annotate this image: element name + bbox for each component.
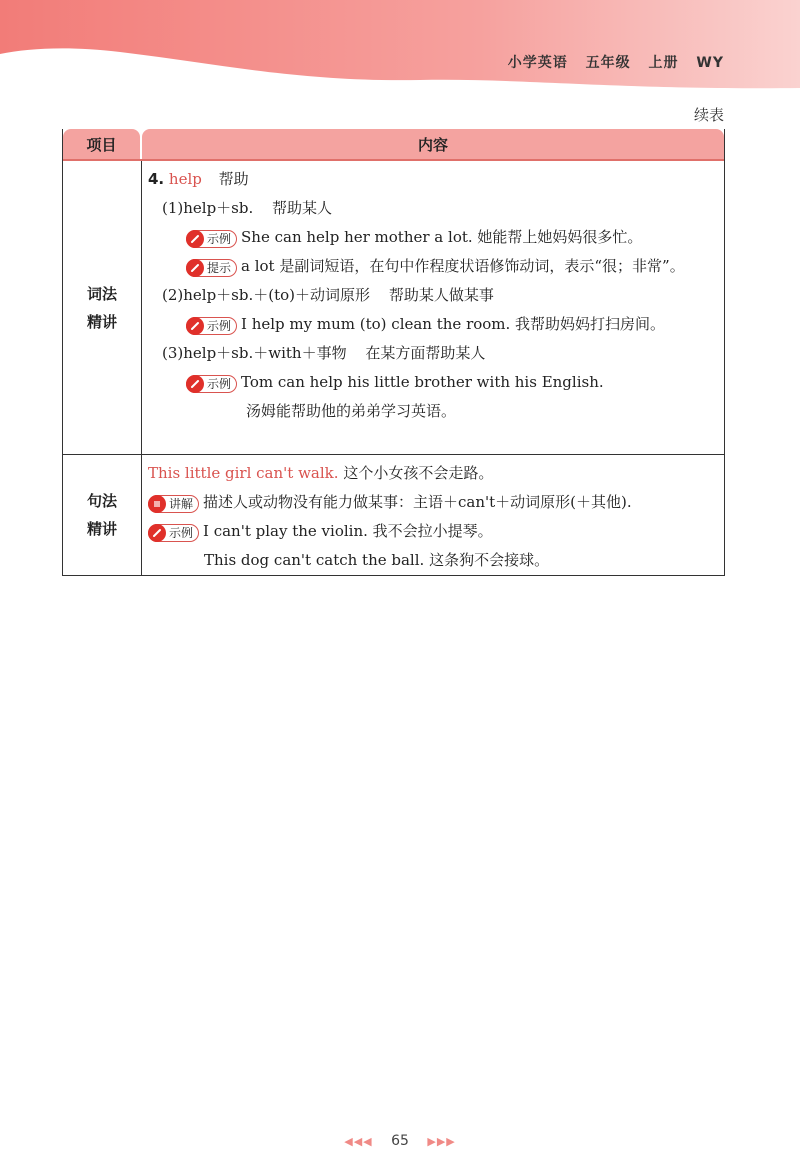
syntax-example-1: [148, 517, 718, 546]
item-number: 4.: [148, 170, 165, 188]
explain-tag-label: 讲解: [169, 496, 194, 511]
header-meta: [496, 52, 724, 72]
continued-label: 续表: [693, 106, 724, 124]
table-header: [63, 129, 724, 159]
example-tag: [148, 524, 199, 542]
syntax-example-2: This dog can't catch the ball. 这条狗不会接球。: [204, 551, 550, 569]
row-label-line: 精讲: [86, 520, 117, 538]
row-label-line: 精讲: [86, 312, 117, 331]
usage-3-pattern: (3)help＋sb.＋with＋事物: [162, 344, 347, 362]
row-label-syntax: [63, 455, 142, 575]
item-meaning: 帮助: [218, 170, 249, 188]
example-tag-label: 示例: [207, 231, 232, 246]
tip-1: [148, 252, 718, 281]
example-3-english: Tom can help his little brother with his English.: [241, 373, 604, 391]
key-sentence: [148, 459, 718, 488]
page-footer: [0, 1133, 800, 1149]
usage-1: [148, 194, 718, 223]
header-term: 上册: [648, 55, 679, 71]
explain-tag: [148, 495, 199, 513]
header-grade: 五年级: [585, 55, 631, 71]
next-arrows-icon: ▶▶▶: [427, 1135, 456, 1148]
example-1: [148, 223, 718, 252]
list-icon: [148, 495, 166, 513]
example-2: [148, 310, 718, 339]
page-number: 65: [391, 1133, 409, 1149]
col-header-item: 项目: [63, 129, 140, 159]
explain-line: [148, 488, 718, 517]
table-row-syntax: [63, 454, 724, 575]
example-2-text: I help my mum (to) clean the room. 我帮助妈妈打扫房间。: [241, 315, 666, 333]
pencil-icon: [186, 259, 204, 277]
example-3: [148, 368, 718, 397]
pencil-icon: [186, 375, 204, 393]
row-content-syntax: [142, 455, 724, 575]
row-label-line: 句法: [86, 492, 117, 510]
example-tag-label: 示例: [207, 318, 232, 333]
content-table: [62, 129, 725, 576]
item-heading: [148, 165, 718, 194]
tip-1-text: a lot 是副词短语，在句中作程度状语修饰动词，表示“很；非常”。: [241, 257, 685, 275]
usage-2-pattern: (2)help＋sb.＋(to)＋动词原形: [162, 286, 371, 304]
tip-tag: [186, 259, 237, 277]
example-tag: [186, 230, 237, 248]
example-3-translation: 汤姆能帮助他的弟弟学习英语。: [246, 402, 457, 420]
header-banner: [0, 0, 800, 100]
example-tag-label: 示例: [207, 376, 232, 391]
key-sentence-chinese: 这个小女孩不会走路。: [343, 464, 494, 482]
example-tag: [186, 375, 237, 393]
prev-arrows-icon: ◀◀◀: [344, 1135, 373, 1148]
pencil-icon: [148, 524, 166, 542]
usage-2: [148, 281, 718, 310]
explain-text: 描述人或动物没有能力做某事：主语＋can't＋动词原形(＋其他).: [203, 493, 632, 511]
syntax-example-1-text: I can't play the violin. 我不会拉小提琴。: [203, 522, 493, 540]
usage-3-meaning: 在某方面帮助某人: [365, 344, 486, 362]
pencil-icon: [186, 317, 204, 335]
row-content-vocabulary: [142, 161, 724, 454]
row-label-line: 词法: [86, 284, 117, 303]
table-row-vocabulary: [63, 159, 724, 454]
header-edition: WY: [696, 55, 724, 71]
usage-3: [148, 339, 718, 368]
example-1-text: She can help her mother a lot. 她能帮上她妈妈很多忙。: [241, 228, 643, 246]
example-tag-label: 示例: [169, 525, 194, 540]
item-word: help: [168, 170, 202, 188]
usage-2-meaning: 帮助某人做某事: [388, 286, 494, 304]
tip-tag-label: 提示: [207, 260, 232, 275]
usage-1-meaning: 帮助某人: [272, 199, 333, 217]
header-subject: 小学英语: [507, 55, 568, 71]
row-label-vocabulary: [63, 161, 142, 454]
col-header-content: 内容: [142, 129, 724, 159]
pencil-icon: [186, 230, 204, 248]
usage-1-pattern: (1)help＋sb.: [162, 199, 254, 217]
example-tag: [186, 317, 237, 335]
key-sentence-english: This little girl can't walk.: [148, 464, 339, 482]
